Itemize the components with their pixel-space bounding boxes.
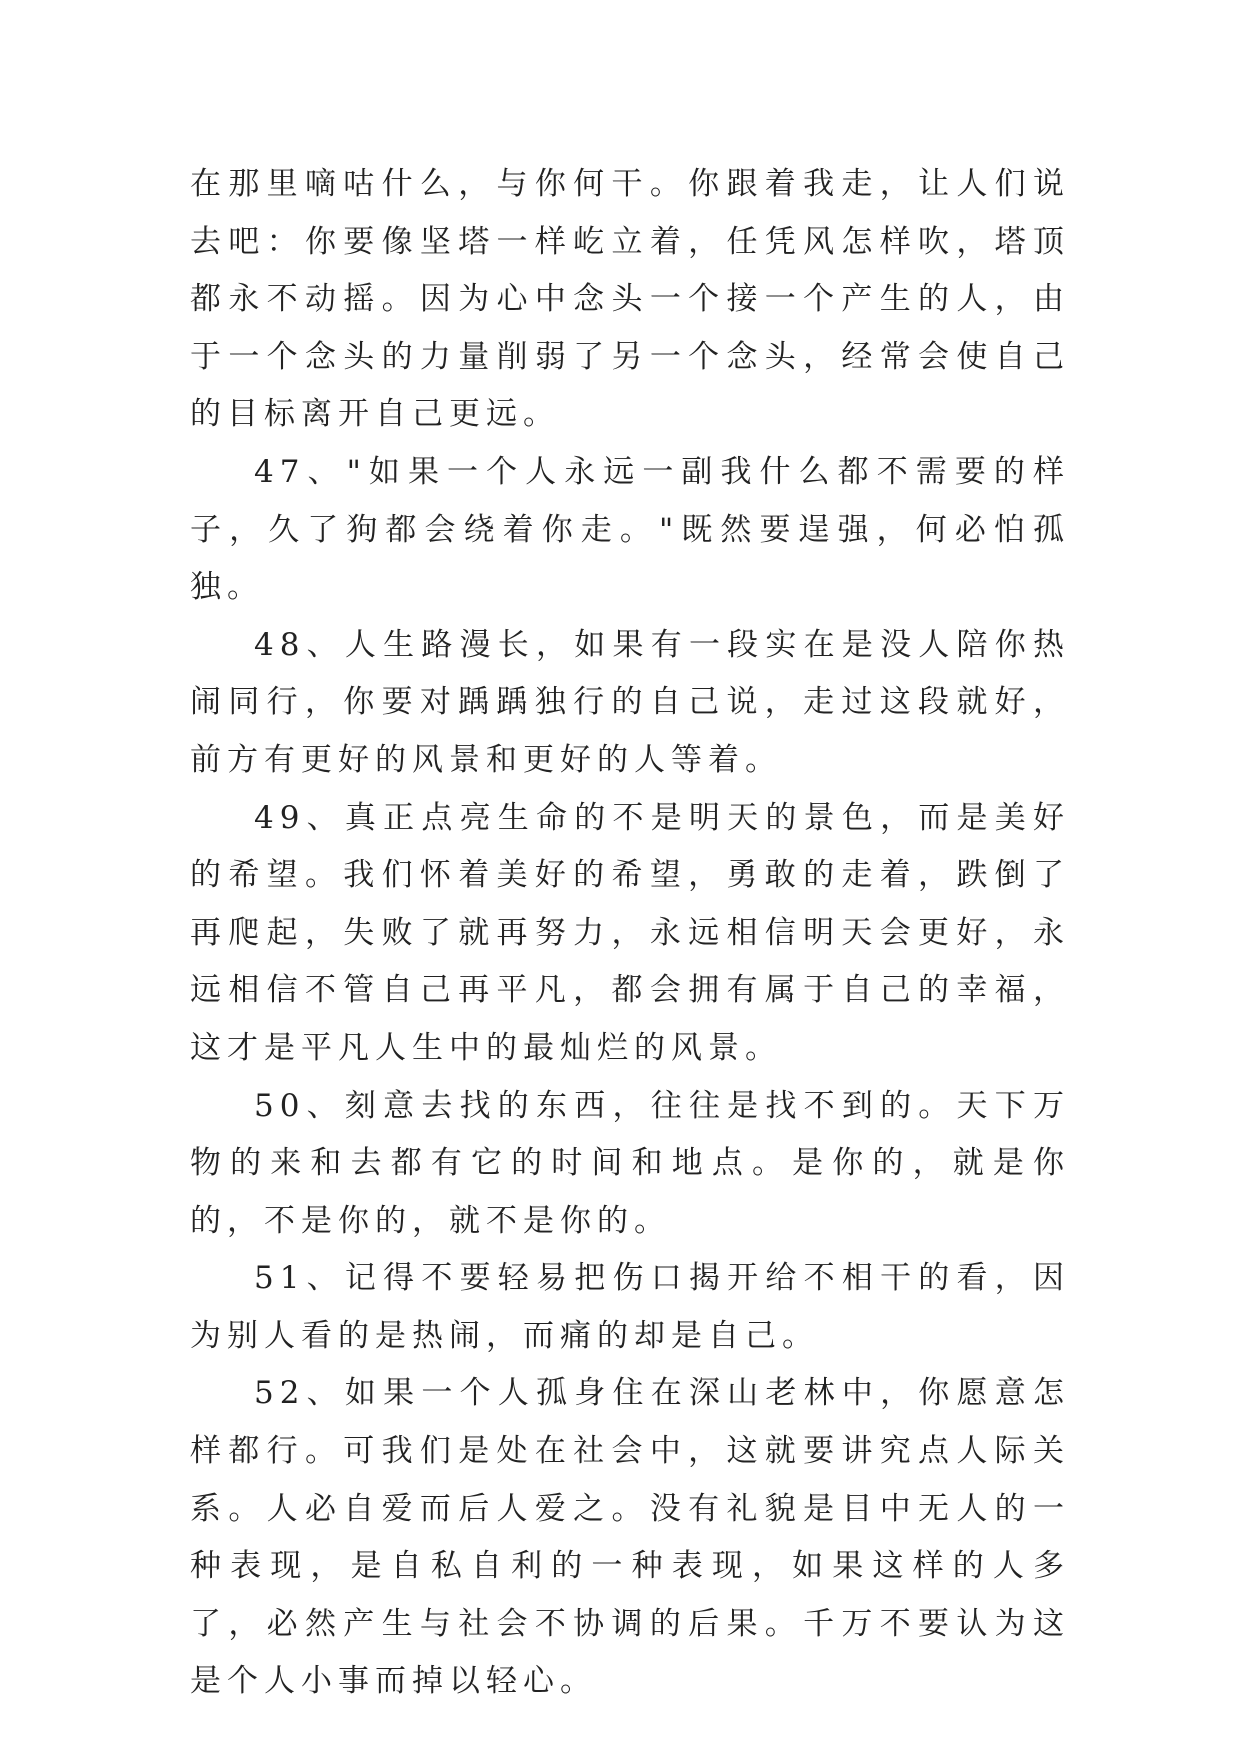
paragraph-continuation: 在那里嘀咕什么，与你何干。你跟着我走，让人们说去吧：你要像坚塔一样屹立着，任凭风怎样吹，塔顶都永不动摇。因为心中念头一个接一个产生的人，由于一个念头的力量削弱了另一个念头，经常会使自己的目标离开自己更远。: [190, 166, 1070, 433]
paragraph-48: 48、人生路漫长，如果有一段实在是没人陪你热闹同行，你要对踽踽独行的自己说，走过这段就好，前方有更好的风景和更好的人等着。: [190, 626, 1070, 778]
paragraph-52: 52、如果一个人孤身住在深山老林中，你愿意怎样都行。可我们是处在社会中，这就要讲究点人际关系。人必自爱而后人爱之。没有礼貌是目中无人的一种表现，是自私自利的一种表现，如果这样的人多了，必然产生与社会不协调的后果。千万不要认为这是个人小事而掉以轻心。: [190, 1375, 1070, 1700]
document-body: [190, 156, 1070, 1711]
paragraph-47: 47、"如果一个人永远一副我什么都不需要的样子，久了狗都会绕着你走。"既然要逞强，何必怕孤独。: [190, 453, 1070, 606]
paragraph-49: 49、真正点亮生命的不是明天的景色，而是美好的希望。我们怀着美好的希望，勇敢的走着，跌倒了再爬起，失败了就再努力，永远相信明天会更好，永远相信不管自己再平凡，都会拥有属于自己的幸福，这才是平凡人生中的最灿烂的风景。: [190, 799, 1070, 1066]
paragraph-51: 51、记得不要轻易把伤口揭开给不相干的看，因为别人看的是热闹，而痛的却是自己。: [190, 1260, 1070, 1354]
paragraph-50: 50、刻意去找的东西，往往是找不到的。天下万物的来和去都有它的时间和地点。是你的，就是你的，不是你的，就不是你的。: [190, 1087, 1070, 1239]
